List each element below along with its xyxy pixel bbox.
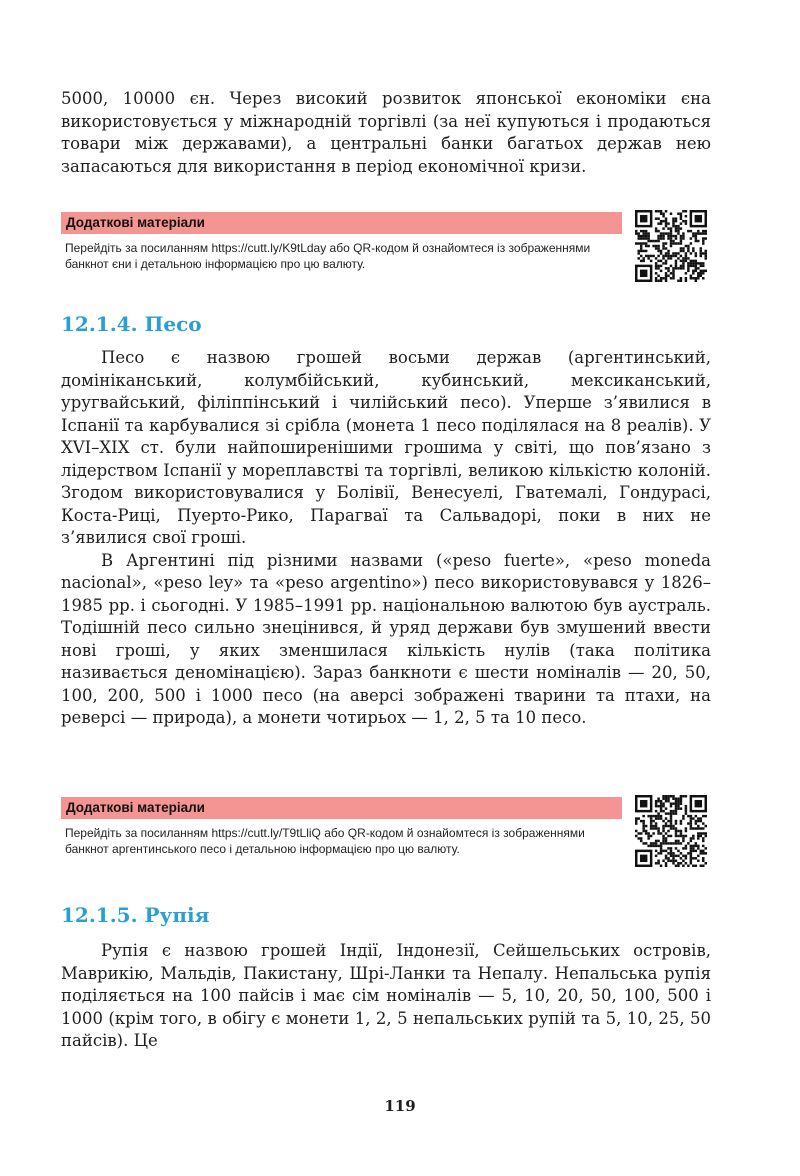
- extra-materials-box-1: [61, 212, 622, 272]
- rupee-text-block: [61, 940, 711, 1053]
- top-paragraph: 5000, 10000 єн. Через високий розвиток японської економіки єна використовується у міжнародній торгівлі (за неї купуються і продаються товари між державами), а центральні банки багатьох держав нею запасаються для використання в період економічної кризи.: [61, 89, 711, 176]
- section-heading-rupee: 12.1.5. Рупія: [61, 903, 210, 927]
- rupee-paragraph-1: Рупія є назвою грошей Індії, Індонезії, Сейшельських островів, Маврикію, Мальдів, Пакистану, Шрі-Ланки та Непалу. Непальська рупія поділяється на 100 пайсів і має сім номіналів — 5, 10, 20, 50, 100, 500 і 1000 (крім того, в обігу є монети 1, 2, 5 непальських рупій та 5, 10, 25, 50 пайсів). Це: [61, 941, 711, 1050]
- extra-materials-text[interactable]: Перейдіть за посиланням https://cutt.ly/K9tLday або QR-кодом й ознайомтеся із зображеннями банкнот єни і детальною інформацією про цю валюту.: [65, 241, 591, 271]
- peso-paragraph-1: Песо є назвою грошей восьми держав (аргентинський, домініканський, колумбійський, кубинський, мексиканський, уругвайський, філіппінський і чилійський песо). Уперше з’явилися в Іспанії та карбувалися зі срібла (монета 1 песо поділялася на 8 реалів). У XVI–XIX ст. були найпоширенішими грошима у світі, що пов’язано з лідерством Іспанії у мореплавстві та торгівлі, великою кількістю колоній. Згодом використовувалися у Болівії, Венесуелі, Гватемалі, Гондурасі, Коста-Риці, Пуерто-Рико, Парагваї та Сальвадорі, поки в них не з’явилися свої гроші.: [61, 348, 711, 547]
- peso-paragraph-2: В Аргентині під різними назвами («peso fuerte», «peso moneda nacional», «peso ley» та «peso argentino») песо використовувався у 1826–1985 рр. і сьогодні. У 1985–1991 рр. національною валютою був аустраль. Тодішній песо сильно знецінився, й уряд держави був змушений ввести нові гроші, у яких зменшилася кількість нулів (така політика називається деномінацією). Зараз банкноти є шести номіналів — 20, 50, 100, 200, 500 і 1000 песо (на аверсі зображені тварини та птахи, на реверсі — природа), а монети чотирьох — 1, 2, 5 та 10 песо.: [61, 550, 711, 727]
- top-paragraph-block: [61, 88, 711, 178]
- extra-materials-title: Додаткові матеріали: [61, 797, 622, 819]
- section-heading-peso: 12.1.4. Песо: [61, 312, 202, 336]
- extra-materials-title: Додаткові матеріали: [61, 212, 622, 234]
- qr-code-icon[interactable]: [635, 210, 707, 282]
- extra-materials-box-2: [61, 797, 622, 857]
- peso-text-block: [61, 347, 711, 730]
- extra-materials-text[interactable]: Перейдіть за посиланням https://cutt.ly/T9tLliQ або QR-кодом й ознайомтеся із зображеннями банкнот аргентинського песо і детальною інформацією про цю валюту.: [65, 826, 585, 856]
- qr-code-icon[interactable]: [635, 795, 707, 867]
- page-number: 119: [384, 1097, 416, 1115]
